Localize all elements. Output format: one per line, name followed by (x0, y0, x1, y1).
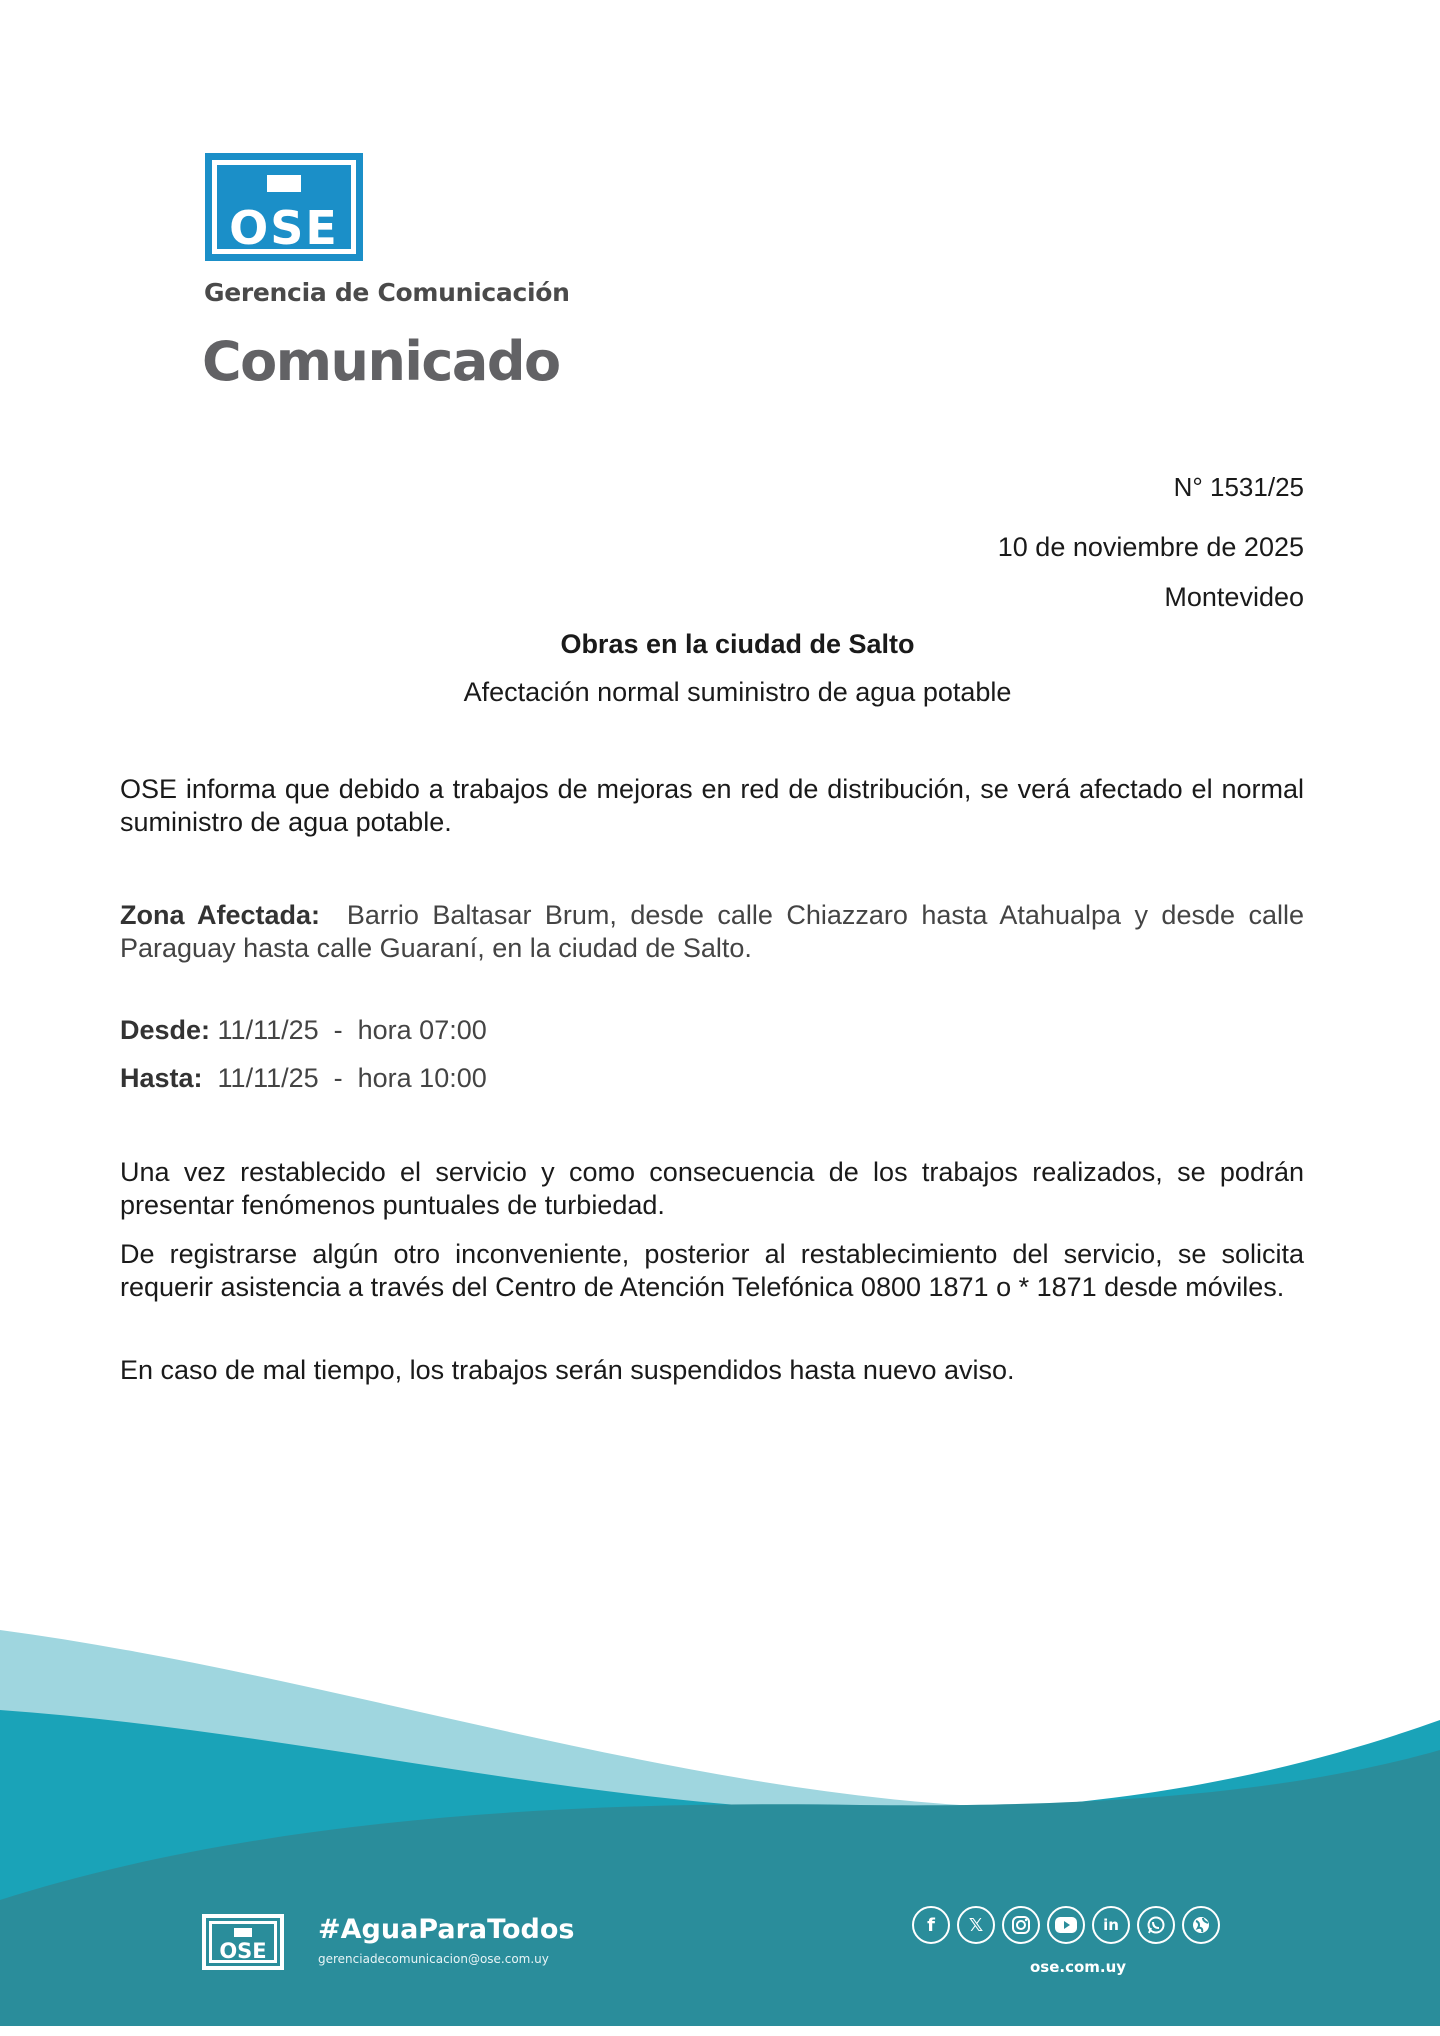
facebook-icon[interactable]: f (912, 1906, 950, 1944)
ose-logo (205, 153, 363, 261)
youtube-icon[interactable] (1047, 1906, 1085, 1944)
ose-logo-text: OSE (229, 201, 339, 255)
footer-waves (0, 1600, 1440, 2036)
footer-hashtag: #AguaParaTodos (318, 1914, 575, 1945)
assistance-paragraph: De registrarse algún otro inconveniente, posterior al restablecimiento del servicio, se solicita requerir asistencia a través del Centro de Atención Telefónica 0800 1871 o * 1871 desde móviles. (120, 1239, 1304, 1302)
to-label: Hasta: (120, 1063, 203, 1093)
globe-icon[interactable] (1182, 1906, 1220, 1944)
turbidity-paragraph: Una vez restablecido el servicio y como consecuencia de los trabajos realizados, se podrán presentar fenómenos puntuales de turbiedad. (120, 1157, 1304, 1220)
from-line (120, 1015, 487, 1046)
footer-logo-text: OSE (219, 1939, 267, 1963)
from-value: 11/11/25 - hora 07:00 (217, 1015, 487, 1045)
linkedin-icon[interactable]: in (1092, 1906, 1130, 1944)
footer-email-link[interactable]: gerenciadecomunicacion@ose.com.uy (318, 1952, 549, 1966)
affected-zone (120, 899, 1304, 965)
x-icon[interactable]: 𝕏 (957, 1906, 995, 1944)
weather-paragraph: En caso de mal tiempo, los trabajos serán suspendidos hasta nuevo aviso. (120, 1355, 1015, 1385)
intro-paragraph: OSE informa que debido a trabajos de mejoras en red de distribución, se verá afectado el normal suministro de agua potable. (120, 774, 1304, 837)
notice-subtitle: Afectación normal suministro de agua potable (463, 677, 1012, 707)
doc-type-heading: Comunicado (202, 330, 560, 393)
footer-ose-logo (202, 1914, 284, 1970)
to-value: 11/11/25 - hora 10:00 (217, 1063, 487, 1093)
footer-website-link[interactable]: ose.com.uy (1030, 1958, 1127, 1976)
document-date: 10 de noviembre de 2025 (997, 532, 1304, 562)
to-line (120, 1063, 487, 1094)
whatsapp-icon[interactable] (1137, 1906, 1175, 1944)
notice-title: Obras en la ciudad de Salto (560, 629, 915, 659)
zone-value: Barrio Baltasar Brum, desde calle Chiazzaro hasta Atahualpa y desde calle Paraguay hasta calle Guaraní, en la ciudad de Salto. (120, 900, 1304, 963)
org-name: Gerencia de Comunicación (204, 278, 570, 307)
document-place: Montevideo (1164, 582, 1304, 612)
from-label: Desde: (120, 1015, 211, 1045)
instagram-icon[interactable] (1002, 1906, 1040, 1944)
social-links (912, 1906, 1220, 1944)
zone-label: Zona Afectada: (120, 900, 320, 930)
document-number: N° 1531/25 (1173, 472, 1304, 502)
